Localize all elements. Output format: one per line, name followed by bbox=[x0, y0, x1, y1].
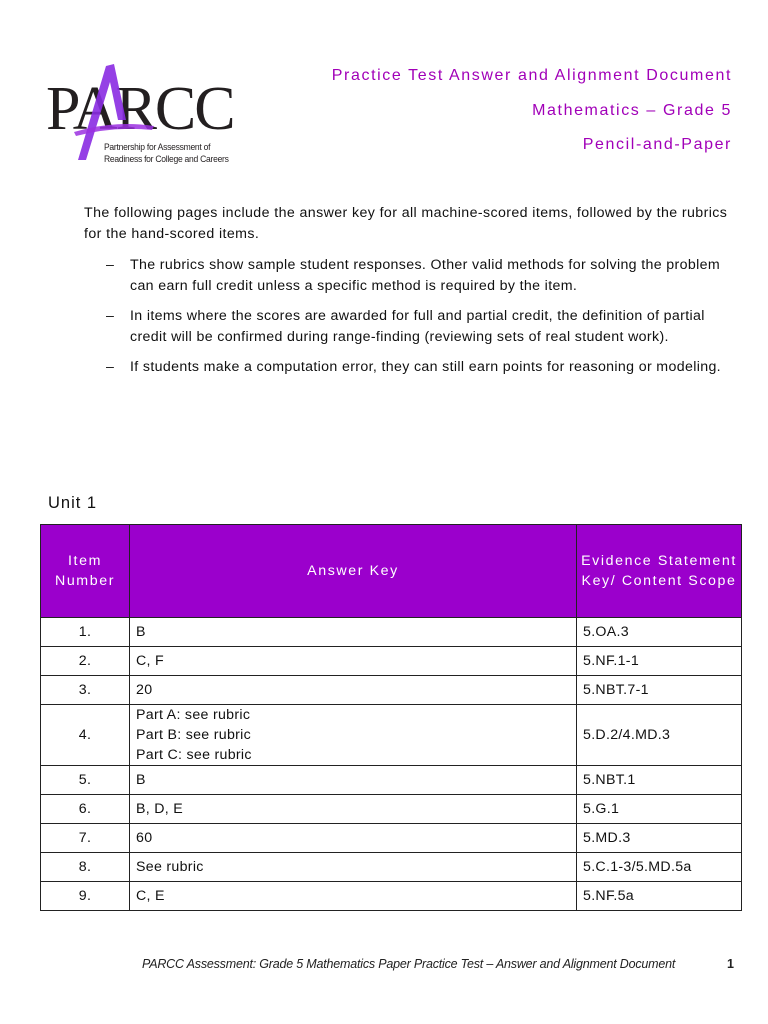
unit-heading: Unit 1 bbox=[48, 494, 98, 512]
table-row bbox=[41, 766, 742, 795]
note-item bbox=[106, 357, 736, 378]
logo-tagline-line-2: Readiness for College and Careers bbox=[104, 154, 229, 165]
document-subject: Mathematics – Grade 5 bbox=[532, 101, 732, 119]
answer-line: Part B: see rubric bbox=[136, 727, 251, 743]
evidence-cell: 5.MD.3 bbox=[577, 824, 742, 853]
document-title-block bbox=[332, 66, 732, 170]
answer-cell bbox=[130, 705, 577, 766]
item-number: 8. bbox=[41, 853, 130, 882]
evidence-cell: 5.C.1-3/5.MD.5a bbox=[577, 853, 742, 882]
evidence-cell: 5.NF.5a bbox=[577, 882, 742, 911]
table-row bbox=[41, 705, 742, 766]
table-row bbox=[41, 795, 742, 824]
intro-paragraph: The following pages include the answer key for all machine-scored items, followed by the rubrics for the hand-scored items. bbox=[84, 205, 728, 242]
answer-cell: B bbox=[130, 766, 577, 795]
answer-cell: C, E bbox=[130, 882, 577, 911]
item-number: 6. bbox=[41, 795, 130, 824]
header-evidence-statement: Evidence Statement Key/ Content Scope bbox=[577, 525, 742, 618]
table-row bbox=[41, 676, 742, 705]
answer-key-table bbox=[40, 524, 742, 911]
evidence-cell: 5.NF.1-1 bbox=[577, 647, 742, 676]
table-row bbox=[41, 853, 742, 882]
note-text: In items where the scores are awarded for full and partial credit, the definition of partial credit will be confirmed during range-finding (reviewing sets of real student work). bbox=[130, 308, 705, 345]
answer-cell: 60 bbox=[130, 824, 577, 853]
notes-list bbox=[106, 255, 736, 388]
header-item-number: Item Number bbox=[41, 525, 130, 618]
note-text: The rubrics show sample student responses. Other valid methods for solving the problem can earn full credit unless a specific method is required by the item. bbox=[130, 257, 720, 294]
page-footer: PARCC Assessment: Grade 5 Mathematics Paper Practice Test – Answer and Alignment Document bbox=[142, 957, 676, 971]
logo-tagline bbox=[104, 142, 229, 166]
dash-marker: – bbox=[106, 257, 115, 273]
item-number: 3. bbox=[41, 676, 130, 705]
evidence-cell: 5.NBT.1 bbox=[577, 766, 742, 795]
evidence-cell: 5.D.2/4.MD.3 bbox=[577, 705, 742, 766]
header-answer-key: Answer Key bbox=[130, 525, 577, 618]
evidence-cell: 5.NBT.7-1 bbox=[577, 676, 742, 705]
note-text: If students make a computation error, they can still earn points for reasoning or modeling. bbox=[130, 359, 721, 375]
dash-marker: – bbox=[106, 359, 115, 375]
answer-line: Part A: see rubric bbox=[136, 707, 251, 723]
item-number: 2. bbox=[41, 647, 130, 676]
page-number: 1 bbox=[727, 957, 734, 971]
dash-marker: – bbox=[106, 308, 115, 324]
document-format: Pencil-and-Paper bbox=[582, 136, 732, 153]
evidence-cell: 5.G.1 bbox=[577, 795, 742, 824]
table-row bbox=[41, 618, 742, 647]
answer-cell: See rubric bbox=[130, 853, 577, 882]
answer-line: Part C: see rubric bbox=[136, 747, 252, 763]
note-item bbox=[106, 306, 736, 347]
evidence-cell: 5.OA.3 bbox=[577, 618, 742, 647]
logo-tagline-line-1: Partnership for Assessment of bbox=[104, 142, 211, 153]
answer-cell: B, D, E bbox=[130, 795, 577, 824]
note-item bbox=[106, 255, 736, 296]
table-row bbox=[41, 647, 742, 676]
answer-cell: C, F bbox=[130, 647, 577, 676]
parcc-logo bbox=[44, 60, 254, 172]
answer-cell: B bbox=[130, 618, 577, 647]
item-number: 4. bbox=[41, 705, 130, 766]
answer-cell: 20 bbox=[130, 676, 577, 705]
document-title: Practice Test Answer and Alignment Document bbox=[331, 67, 732, 84]
item-number: 7. bbox=[41, 824, 130, 853]
table-header-row bbox=[41, 525, 742, 618]
item-number: 5. bbox=[41, 766, 130, 795]
item-number: 9. bbox=[41, 882, 130, 911]
table-row bbox=[41, 824, 742, 853]
table-row bbox=[41, 882, 742, 911]
logo-wordmark: PARCC bbox=[46, 75, 234, 143]
item-number: 1. bbox=[41, 618, 130, 647]
